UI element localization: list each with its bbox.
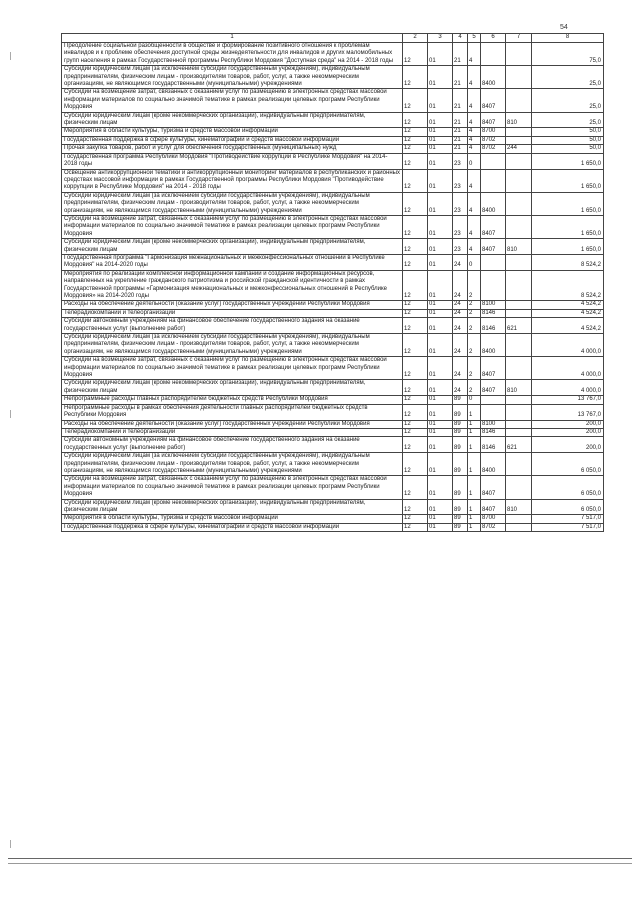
code-cell: [506, 301, 532, 309]
table-row: [62, 254, 604, 270]
row-name-cell: Прочая закупка товаров, работ и услуг для обеспечения государственных (муниципальных) нужд: [62, 145, 403, 153]
table-row: [62, 515, 604, 523]
code-cell: 8407: [481, 380, 506, 396]
code-cell: [481, 396, 506, 404]
code-cell: [506, 169, 532, 192]
code-cell: 01: [428, 145, 453, 153]
row-name-cell: Непрограммные расходы главных распорядителей бюджетных средств Республики Мордовия: [62, 396, 403, 404]
code-cell: 4: [468, 239, 481, 255]
table-row: [62, 453, 604, 476]
column-header: 7: [506, 34, 532, 43]
row-name-cell: Мероприятия в области культуры, туризма и средств массовой информации: [62, 515, 403, 523]
table-row: [62, 357, 604, 380]
code-cell: 8702: [481, 145, 506, 153]
amount-cell: 7 517,0: [532, 515, 604, 523]
code-cell: 1: [468, 428, 481, 436]
code-cell: [506, 523, 532, 531]
row-name-cell: Субсидии юридическим лицам (кроме некоммерческих организаций), индивидуальным предпринимателям, физическим лицам: [62, 380, 403, 396]
code-cell: 21: [453, 112, 468, 128]
code-cell: 23: [453, 153, 468, 169]
code-cell: 21: [453, 43, 468, 66]
amount-cell: 4 524,2: [532, 301, 604, 309]
amount-cell: 1 650,0: [532, 169, 604, 192]
code-cell: [506, 515, 532, 523]
table-row: [62, 334, 604, 357]
row-name-cell: Субсидии автономным учреждениям на финансовое обеспечение государственного задания на оказание государственных услуг (выполнение работ): [62, 318, 403, 334]
amount-cell: 13 767,0: [532, 404, 604, 420]
column-header: 1: [62, 34, 403, 43]
amount-cell: 50,0: [532, 136, 604, 144]
code-cell: 12: [403, 145, 428, 153]
code-cell: 244: [506, 145, 532, 153]
margin-mark: [10, 840, 11, 848]
table-row: [62, 404, 604, 420]
code-cell: 8407: [481, 112, 506, 128]
code-cell: 12: [403, 192, 428, 215]
code-cell: [481, 254, 506, 270]
code-cell: 1: [468, 420, 481, 428]
row-name-cell: Субсидии на возмещение затрат, связанных с оказанием услуг по размещению в электронных средствах массовой информации материалов по социально значимой тематике в рамках реализации целевых программ Республики Мордовия: [62, 89, 403, 112]
table-row: [62, 128, 604, 136]
code-cell: [506, 334, 532, 357]
code-cell: 8700: [481, 128, 506, 136]
code-cell: 2: [468, 270, 481, 301]
table-row: [62, 136, 604, 144]
table-row: [62, 476, 604, 499]
code-cell: 89: [453, 523, 468, 531]
code-cell: 0: [468, 153, 481, 169]
code-cell: [481, 153, 506, 169]
code-cell: 01: [428, 515, 453, 523]
code-cell: 21: [453, 145, 468, 153]
code-cell: 8700: [481, 515, 506, 523]
row-name-cell: Субсидии юридическим лицам (за исключением субсидий государственным учреждениям), индивидуальным предпринимателям, физическим лицам - производителям товаров, работ, услуг, а также некоммерческим организациям, не являющимся государственными (муниципальными) учреждениями: [62, 453, 403, 476]
code-cell: 01: [428, 334, 453, 357]
amount-cell: 25,0: [532, 89, 604, 112]
code-cell: 24: [453, 357, 468, 380]
table-row: [62, 420, 604, 428]
code-cell: 24: [453, 270, 468, 301]
code-cell: 4: [468, 169, 481, 192]
row-name-cell: Субсидии юридическим лицам (за исключением субсидий государственным учреждениям), индивидуальным предпринимателям, физическим лицам - производителям товаров, работ, услуг, а также некоммерческим организациям, не являющимся государственными (муниципальными) учреждениями: [62, 66, 403, 89]
row-name-cell: Расходы на обеспечение деятельности (оказание услуг) государственных учреждений Республики Мордовия: [62, 301, 403, 309]
code-cell: [506, 254, 532, 270]
code-cell: 8100: [481, 420, 506, 428]
code-cell: 4: [468, 89, 481, 112]
code-cell: 2: [468, 301, 481, 309]
table-row: [62, 239, 604, 255]
code-cell: 01: [428, 428, 453, 436]
amount-cell: 4 000,0: [532, 357, 604, 380]
code-cell: 12: [403, 357, 428, 380]
row-name-cell: Государственная программа "Гармонизация межнациональных и межконфессиональных отношений в Республике Мордовия" на 2014-2020 годы: [62, 254, 403, 270]
code-cell: 01: [428, 499, 453, 515]
code-cell: 12: [403, 499, 428, 515]
table-row: [62, 499, 604, 515]
code-cell: 89: [453, 396, 468, 404]
code-cell: 810: [506, 380, 532, 396]
row-name-cell: Телерадиокомпании и телеорганизации: [62, 428, 403, 436]
amount-cell: 6 050,0: [532, 476, 604, 499]
amount-cell: 200,0: [532, 437, 604, 453]
code-cell: 8702: [481, 136, 506, 144]
row-name-cell: Субсидии на возмещение затрат, связанных с оказанием услуг по размещению в электронных средствах массовой информации материалов по социально значимой тематике в рамках реализации целевых программ Республики Мордовия: [62, 476, 403, 499]
amount-cell: 200,0: [532, 420, 604, 428]
code-cell: 12: [403, 136, 428, 144]
code-cell: [506, 453, 532, 476]
code-cell: 4: [468, 192, 481, 215]
row-name-cell: Государственная поддержка в сфере культуры, кинематографии и средств массовой информации: [62, 136, 403, 144]
code-cell: 89: [453, 453, 468, 476]
code-cell: 01: [428, 254, 453, 270]
code-cell: 01: [428, 420, 453, 428]
code-cell: [481, 404, 506, 420]
table-row: [62, 270, 604, 301]
code-cell: 01: [428, 380, 453, 396]
code-cell: [506, 136, 532, 144]
code-cell: 2: [468, 357, 481, 380]
page-number: 54: [560, 24, 568, 31]
code-cell: 12: [403, 420, 428, 428]
code-cell: 1: [468, 437, 481, 453]
row-name-cell: Субсидии на возмещение затрат, связанных с оказанием услуг по размещению в электронных средствах массовой информации материалов по социально значимой тематике в рамках реализации целевых программ Республики Мордовия: [62, 357, 403, 380]
amount-cell: 6 050,0: [532, 453, 604, 476]
code-cell: 0: [468, 396, 481, 404]
amount-cell: 1 650,0: [532, 239, 604, 255]
code-cell: 01: [428, 128, 453, 136]
code-cell: 12: [403, 112, 428, 128]
code-cell: 12: [403, 428, 428, 436]
bottom-rule: [8, 858, 632, 859]
code-cell: [506, 309, 532, 317]
code-cell: 01: [428, 136, 453, 144]
row-name-cell: Непрограммные расходы в рамках обеспечения деятельности главных распорядителей бюджетных средств Республики Мордовия: [62, 404, 403, 420]
amount-cell: 7 517,0: [532, 523, 604, 531]
column-header: 2: [403, 34, 428, 43]
table-row: [62, 318, 604, 334]
code-cell: 24: [453, 318, 468, 334]
code-cell: 12: [403, 215, 428, 238]
column-header: 6: [481, 34, 506, 43]
margin-mark: [10, 410, 11, 418]
code-cell: 12: [403, 476, 428, 499]
code-cell: 8100: [481, 301, 506, 309]
code-cell: 12: [403, 169, 428, 192]
code-cell: 21: [453, 136, 468, 144]
code-cell: 4: [468, 112, 481, 128]
code-cell: [481, 270, 506, 301]
code-cell: 01: [428, 215, 453, 238]
code-cell: 12: [403, 43, 428, 66]
code-cell: 8146: [481, 437, 506, 453]
row-name-cell: Освещение антикоррупционной тематики и антикоррупционный мониторинг материалов в республиканских и районных средствах массовой информации в рамках Государственной программы Республики Мордовия "Противодействие коррупции в Республике Мордовия" на 2014 - 2018 годы: [62, 169, 403, 192]
code-cell: 2: [468, 380, 481, 396]
code-cell: 1: [468, 476, 481, 499]
code-cell: 12: [403, 66, 428, 89]
code-cell: 8407: [481, 215, 506, 238]
table-row: [62, 153, 604, 169]
table-body: [62, 43, 604, 532]
code-cell: 24: [453, 309, 468, 317]
table-row: [62, 428, 604, 436]
code-cell: 12: [403, 523, 428, 531]
code-cell: 01: [428, 476, 453, 499]
code-cell: 21: [453, 128, 468, 136]
code-cell: 12: [403, 153, 428, 169]
code-cell: 01: [428, 192, 453, 215]
table-row: [62, 112, 604, 128]
margin-mark: [10, 52, 11, 60]
code-cell: 2: [468, 334, 481, 357]
row-name-cell: Субсидии на возмещение затрат, связанных с оказанием услуг по размещению в электронных средствах массовой информации материалов по социально значимой тематике в рамках реализации целевых программ Республики Мордовия: [62, 215, 403, 238]
code-cell: 8400: [481, 453, 506, 476]
bottom-rule: [8, 863, 632, 864]
table-row: [62, 145, 604, 153]
amount-cell: 4 000,0: [532, 334, 604, 357]
header-row: [62, 34, 604, 43]
code-cell: 1: [468, 499, 481, 515]
code-cell: 1: [468, 515, 481, 523]
code-cell: 89: [453, 428, 468, 436]
code-cell: 8407: [481, 239, 506, 255]
code-cell: 01: [428, 89, 453, 112]
code-cell: 8146: [481, 428, 506, 436]
code-cell: 8407: [481, 357, 506, 380]
row-name-cell: Преодоление социальной разобщенности в обществе и формирование позитивного отношения к проблемам инвалидов и к проблеме обеспечения доступной среды жизнедеятельности для инвалидов и других маломобильных групп населения в рамках Государственной программы Республики Мордовия "Доступная среда" на 2014 - 2018 годы: [62, 43, 403, 66]
amount-cell: 75,0: [532, 43, 604, 66]
table-row: [62, 437, 604, 453]
code-cell: 8407: [481, 499, 506, 515]
code-cell: [506, 357, 532, 380]
code-cell: 8146: [481, 309, 506, 317]
code-cell: 24: [453, 254, 468, 270]
column-header: 3: [428, 34, 453, 43]
code-cell: 4: [468, 215, 481, 238]
code-cell: 8400: [481, 334, 506, 357]
code-cell: 12: [403, 396, 428, 404]
code-cell: 621: [506, 318, 532, 334]
code-cell: 810: [506, 112, 532, 128]
table-row: [62, 396, 604, 404]
code-cell: 1: [468, 523, 481, 531]
code-cell: [481, 169, 506, 192]
code-cell: 23: [453, 192, 468, 215]
column-header: 8: [532, 34, 604, 43]
code-cell: 8702: [481, 523, 506, 531]
code-cell: 24: [453, 380, 468, 396]
amount-cell: 1 650,0: [532, 153, 604, 169]
code-cell: 89: [453, 515, 468, 523]
amount-cell: 25,0: [532, 112, 604, 128]
code-cell: 23: [453, 239, 468, 255]
code-cell: [506, 396, 532, 404]
code-cell: 89: [453, 437, 468, 453]
code-cell: [506, 66, 532, 89]
code-cell: 4: [468, 43, 481, 66]
amount-cell: 50,0: [532, 128, 604, 136]
amount-cell: 4 000,0: [532, 380, 604, 396]
code-cell: 01: [428, 318, 453, 334]
code-cell: 2: [468, 309, 481, 317]
column-header: 5: [468, 34, 481, 43]
code-cell: 01: [428, 153, 453, 169]
code-cell: [506, 153, 532, 169]
code-cell: 01: [428, 437, 453, 453]
amount-cell: 8 524,2: [532, 270, 604, 301]
code-cell: 01: [428, 404, 453, 420]
row-name-cell: Государственная программа Республики Мордовия "Противодействие коррупции в Республике Мордовия" на 2014-2018 годы: [62, 153, 403, 169]
code-cell: 0: [468, 254, 481, 270]
code-cell: 621: [506, 437, 532, 453]
code-cell: 12: [403, 270, 428, 301]
code-cell: 12: [403, 128, 428, 136]
amount-cell: 1 650,0: [532, 192, 604, 215]
code-cell: 12: [403, 318, 428, 334]
table-row: [62, 215, 604, 238]
code-cell: 23: [453, 215, 468, 238]
table-row: [62, 301, 604, 309]
code-cell: 12: [403, 334, 428, 357]
code-cell: 89: [453, 476, 468, 499]
amount-cell: 1 650,0: [532, 215, 604, 238]
code-cell: 810: [506, 239, 532, 255]
code-cell: 89: [453, 499, 468, 515]
code-cell: 01: [428, 112, 453, 128]
code-cell: 8407: [481, 89, 506, 112]
column-header: 4: [453, 34, 468, 43]
code-cell: 1: [468, 404, 481, 420]
code-cell: [506, 128, 532, 136]
code-cell: 4: [468, 136, 481, 144]
amount-cell: 13 767,0: [532, 396, 604, 404]
table-row: [62, 380, 604, 396]
code-cell: 810: [506, 499, 532, 515]
code-cell: 2: [468, 318, 481, 334]
row-name-cell: Субсидии юридическим лицам (за исключением субсидий государственным учреждениям), индивидуальным предпринимателям, физическим лицам - производителям товаров, работ, услуг, а также некоммерческим организациям, не являющимся государственными (муниципальными) учреждениями: [62, 334, 403, 357]
code-cell: 12: [403, 453, 428, 476]
row-name-cell: Субсидии юридическим лицам (за исключением субсидий государственным учреждениям), индивидуальным предпринимателям, физическим лицам - производителям товаров, работ, услуг, а также некоммерческим организациям, не являющимся государственными (муниципальными) учреждениями: [62, 192, 403, 215]
row-name-cell: Телерадиокомпании и телеорганизации: [62, 309, 403, 317]
code-cell: 01: [428, 43, 453, 66]
row-name-cell: Мероприятия по реализации комплексной информационной кампании и создание информационных ресурсов, направленных на укрепление гражданского патриотизма и российской гражданской идентичности в рамках Государственной программы «Гармонизация межнациональных и межконфессиональных отношений в Республике Мордовия» на 2014-2020 годы: [62, 270, 403, 301]
table-row: [62, 89, 604, 112]
code-cell: 12: [403, 437, 428, 453]
code-cell: 12: [403, 404, 428, 420]
code-cell: 12: [403, 301, 428, 309]
code-cell: 01: [428, 169, 453, 192]
code-cell: 8407: [481, 476, 506, 499]
amount-cell: 25,0: [532, 66, 604, 89]
code-cell: 01: [428, 453, 453, 476]
code-cell: [506, 420, 532, 428]
code-cell: 12: [403, 254, 428, 270]
code-cell: 12: [403, 89, 428, 112]
code-cell: 12: [403, 515, 428, 523]
code-cell: 89: [453, 404, 468, 420]
code-cell: 8400: [481, 192, 506, 215]
code-cell: [506, 215, 532, 238]
amount-cell: 50,0: [532, 145, 604, 153]
code-cell: 24: [453, 301, 468, 309]
code-cell: 01: [428, 357, 453, 380]
table-row: [62, 523, 604, 531]
code-cell: 01: [428, 301, 453, 309]
amount-cell: 4 524,2: [532, 318, 604, 334]
code-cell: 23: [453, 169, 468, 192]
row-name-cell: Субсидии юридическим лицам (кроме некоммерческих организаций), индивидуальным предпринимателям, физическим лицам: [62, 112, 403, 128]
code-cell: [506, 192, 532, 215]
row-name-cell: Субсидии юридическим лицам (кроме некоммерческих организаций), индивидуальным предпринимателям, физическим лицам: [62, 239, 403, 255]
code-cell: 4: [468, 128, 481, 136]
row-name-cell: Расходы на обеспечение деятельности (оказание услуг) государственных учреждений Республики Мордовия: [62, 420, 403, 428]
code-cell: 01: [428, 523, 453, 531]
code-cell: [481, 43, 506, 66]
amount-cell: 8 524,2: [532, 254, 604, 270]
code-cell: 8146: [481, 318, 506, 334]
row-name-cell: Субсидии юридическим лицам (кроме некоммерческих организаций), индивидуальным предпринимателям, физическим лицам: [62, 499, 403, 515]
code-cell: 24: [453, 334, 468, 357]
code-cell: 4: [468, 66, 481, 89]
code-cell: 1: [468, 453, 481, 476]
table-row: [62, 192, 604, 215]
code-cell: 01: [428, 270, 453, 301]
code-cell: [506, 428, 532, 436]
code-cell: 12: [403, 380, 428, 396]
table-row: [62, 309, 604, 317]
code-cell: 89: [453, 420, 468, 428]
row-name-cell: Субсидии автономным учреждениям на финансовое обеспечение государственного задания на оказание государственных услуг (выполнение работ): [62, 437, 403, 453]
code-cell: [506, 476, 532, 499]
code-cell: 01: [428, 309, 453, 317]
code-cell: 21: [453, 66, 468, 89]
budget-table: [61, 33, 604, 532]
code-cell: [506, 43, 532, 66]
code-cell: 12: [403, 309, 428, 317]
table-row: [62, 66, 604, 89]
amount-cell: 6 050,0: [532, 499, 604, 515]
row-name-cell: Мероприятия в области культуры, туризма и средств массовой информации: [62, 128, 403, 136]
table-row: [62, 43, 604, 66]
amount-cell: 200,0: [532, 428, 604, 436]
code-cell: 4: [468, 145, 481, 153]
amount-cell: 4 524,2: [532, 309, 604, 317]
code-cell: [506, 89, 532, 112]
code-cell: 01: [428, 396, 453, 404]
table-row: [62, 169, 604, 192]
code-cell: 01: [428, 239, 453, 255]
code-cell: [506, 270, 532, 301]
row-name-cell: Государственная поддержка в сфере культуры, кинематографии и средств массовой информации: [62, 523, 403, 531]
code-cell: [506, 404, 532, 420]
code-cell: 01: [428, 66, 453, 89]
code-cell: 12: [403, 239, 428, 255]
code-cell: 8400: [481, 66, 506, 89]
code-cell: 21: [453, 89, 468, 112]
